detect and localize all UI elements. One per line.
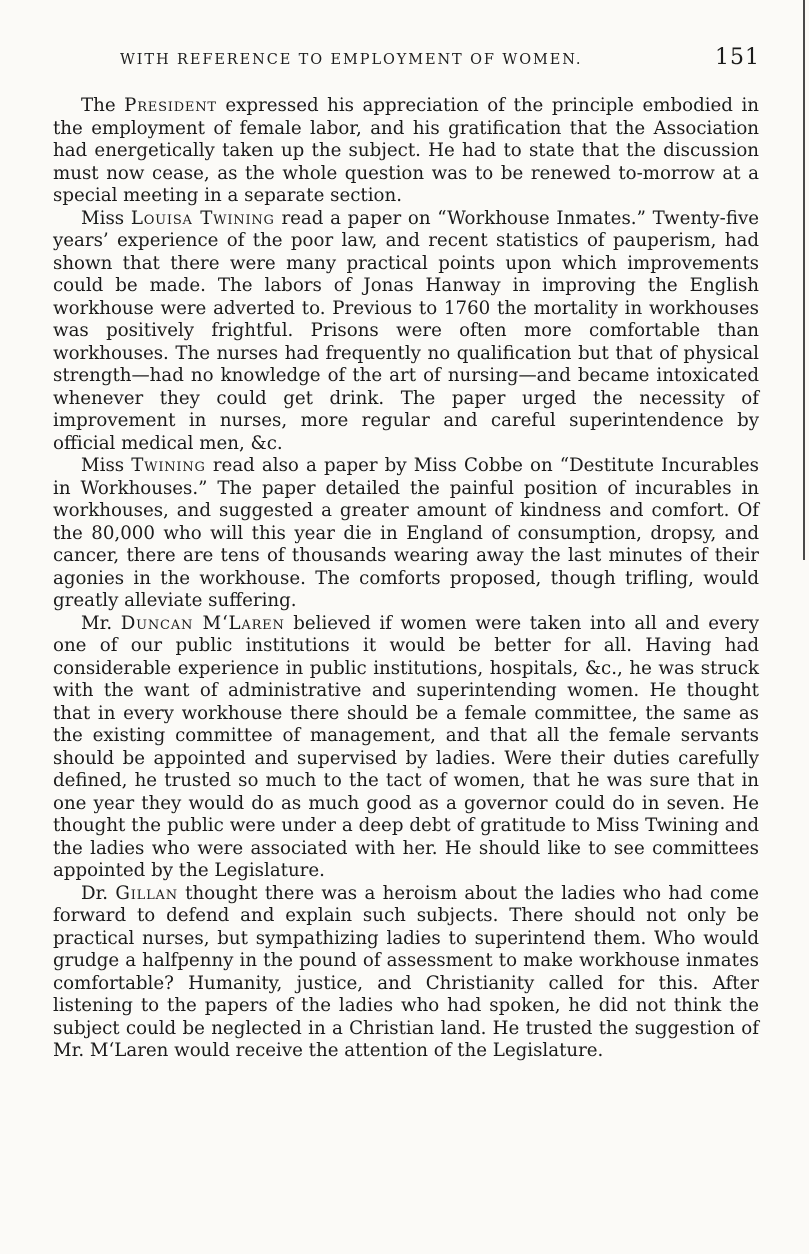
speaker-name: President xyxy=(124,95,217,116)
paragraph-text: expressed his appreciation of the principle embodied in the employment of female labor, and his gratification that the Association had energetically taken up the subject. He had to state that the discussion must now cease, as the whole question was to be renewed to-morrow at a special meeting in a separate section. xyxy=(53,95,760,206)
page-number: 151 xyxy=(715,45,760,70)
paragraph-gillan xyxy=(53,883,759,1063)
page-header xyxy=(120,45,760,75)
body-text xyxy=(53,95,759,1063)
paragraph-text: thought there was a heroism about the ladies who had come forward to defend and explain such subjects. There should not only be practical nurses, but sympathizing ladies to superintend them. Who would grudge a halfpenny in the pound of assessment to make workhouse inmates comfortable? Humanity, justice, and Christianity called for this. After listening to the papers of the ladies who had spoken, he did not think the subject could be neglected in a Christian land. He trusted the suggestion of Mr. M‘Laren would receive the attention of the Legislature. xyxy=(53,882,760,1061)
paragraph-mclaren xyxy=(53,613,759,883)
speaker-name: Twining xyxy=(131,455,206,476)
paragraph-twining-cobbe xyxy=(53,455,759,613)
speaker-prefix: The xyxy=(81,95,125,116)
paragraph-text: read also a paper by Miss Cobbe on “Destitute Incurables in Workhouses.” The paper detailed the painful position of incurables in workhouses, and suggested a greater amount of kindness and comfort. Of the 80,000 who will this year die in England of consumption, dropsy, and cancer, there are tens of thousands wearing away the last minutes of their agonies in the workhouse. The comforts proposed, though trifling, would greatly alleviate suffering. xyxy=(53,455,759,611)
speaker-prefix: Miss xyxy=(81,455,132,476)
speaker-name: Duncan M‘Laren xyxy=(120,612,285,634)
speaker-name: Gillan xyxy=(115,882,178,904)
speaker-prefix: Miss xyxy=(81,207,131,229)
running-title: WITH REFERENCE TO EMPLOYMENT OF WOMEN. xyxy=(120,52,583,68)
speaker-prefix: Dr. xyxy=(81,882,116,904)
paragraph-text: believed if women were taken into all and every one of our public institutions it would be better for all. Having had considerable experience in public institutions, hospitals, &c., he was struck with the want of administrative and superintending women. He thought that in every workhouse there should be a female committee, the same as the existing committee of management, and that all the female servants should be appointed and supervised by ladies. Were their duties carefully defined, he trusted so much to the tact of women, that he was sure that in one year they would do as much good as a governor could do in seven. He thought the public were under a deep debt of gratitude to Miss Twining and the ladies who were associated with her. He should like to see committees appointed by the Legislature. xyxy=(53,612,759,881)
paragraph-text: read a paper on “Workhouse Inmates.” Twenty-five years’ experience of the poor law, and recent statistics of pauperism, had shown that there were many practical points upon which improvements could be made. The labors of Jonas Hanway in improving the English workhouse were adverted to. Previous to 1760 the mortality in workhouses was positively frightful. Prisons were often more comfortable than workhouses. The nurses had frequently no qualification but that of physical strength—had no knowledge of the art of nursing—and became intoxicated whenever they could get drink. The paper urged the necessity of improvement in nurses, more regular and careful superintendence by official medical men, &c. xyxy=(53,207,759,454)
paragraph-louisa-twining xyxy=(53,208,759,456)
speaker-name: Louisa Twining xyxy=(130,207,275,229)
speaker-prefix: Mr. xyxy=(81,612,121,634)
page-edge-mark xyxy=(803,0,805,560)
paragraph-president xyxy=(53,95,759,208)
